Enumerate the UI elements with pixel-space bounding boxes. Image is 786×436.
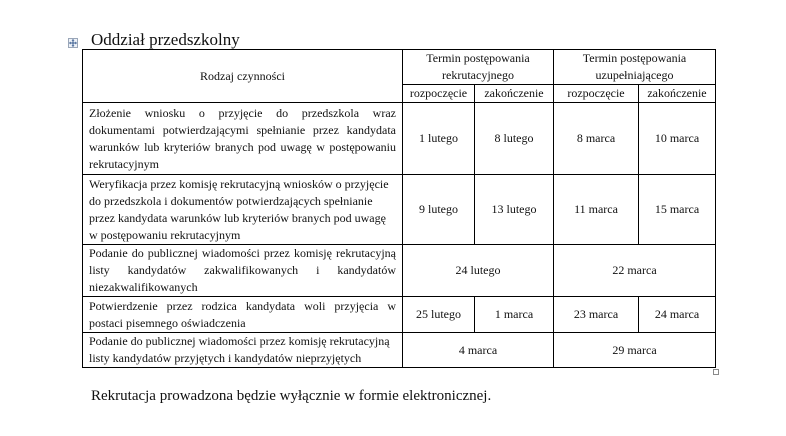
rec-end-cell: 1 marca [475,297,554,333]
table-row [83,245,716,297]
sup-start-cell: 11 marca [554,175,639,245]
rec-end-cell: 8 lutego [475,103,554,175]
rec-start-cell: 25 lutego [403,297,475,333]
footer-note: Rekrutacja prowadzona będzie wyłącznie w formie elektronicznej. [91,388,492,404]
rec-end-cell: 13 lutego [475,175,554,245]
sup-end-cell: 24 marca [639,297,716,333]
sup-date-cell: 22 marca [554,245,716,297]
subheader-rec-start: rozpoczęcie [403,85,475,103]
table-row [83,103,716,175]
subheader-sup-end: zakończenie [639,85,716,103]
table-resize-icon[interactable] [713,369,719,375]
activity-cell: Podanie do publicznej wiadomości przez komisję rekrutacyjną listy kandydatów przyjętych i kandydatów nieprzyjętych [83,333,403,368]
header-supplementary-period: Termin postępowania uzupełniającego [554,50,716,85]
activity-cell: Weryfikacja przez komisję rekrutacyjną wniosków o przyjęcie do przedszkola i dokumentów potwierdzających spełnianie przez kandydata warunków lub kryteriów branych pod uwagę w postępowaniu rekrutacyjnym [83,175,403,245]
sup-start-cell: 8 marca [554,103,639,175]
subheader-sup-start: rozpoczęcie [554,85,639,103]
rec-date-cell: 4 marca [403,333,554,368]
rec-start-cell: 1 lutego [403,103,475,175]
rec-date-cell: 24 lutego [403,245,554,297]
sup-start-cell: 23 marca [554,297,639,333]
activity-cell: Potwierdzenie przez rodzica kandydata woli przyjęcia w postaci pisemnego oświadczenia [83,297,403,333]
header-activity: Rodzaj czynności [83,50,403,103]
sup-end-cell: 10 marca [639,103,716,175]
header-row [83,50,716,85]
table-row [83,175,716,245]
table-row [83,297,716,333]
sup-date-cell: 29 marca [554,333,716,368]
activity-cell: Podanie do publicznej wiadomości przez komisję rekrutacyjną listy kandydatów zakwalifikowanych i kandydatów niezakwalifikowanych [83,245,403,297]
recruitment-schedule-table [82,49,716,368]
header-recruitment-period: Termin postępowania rekrutacyjnego [403,50,554,85]
table-move-icon[interactable] [68,38,78,48]
activity-cell: Złożenie wniosku o przyjęcie do przedszkola wraz dokumentami potwierdzającymi spełnianie przez kandydata warunków lub kryteriów branych pod uwagę w postępowaniu rekrutacyjnym [83,103,403,175]
sup-end-cell: 15 marca [639,175,716,245]
rec-start-cell: 9 lutego [403,175,475,245]
subheader-rec-end: zakończenie [475,85,554,103]
table-row [83,333,716,368]
move-arrows-glyph [69,39,77,47]
section-heading: Oddział przedszkolny [91,30,240,49]
